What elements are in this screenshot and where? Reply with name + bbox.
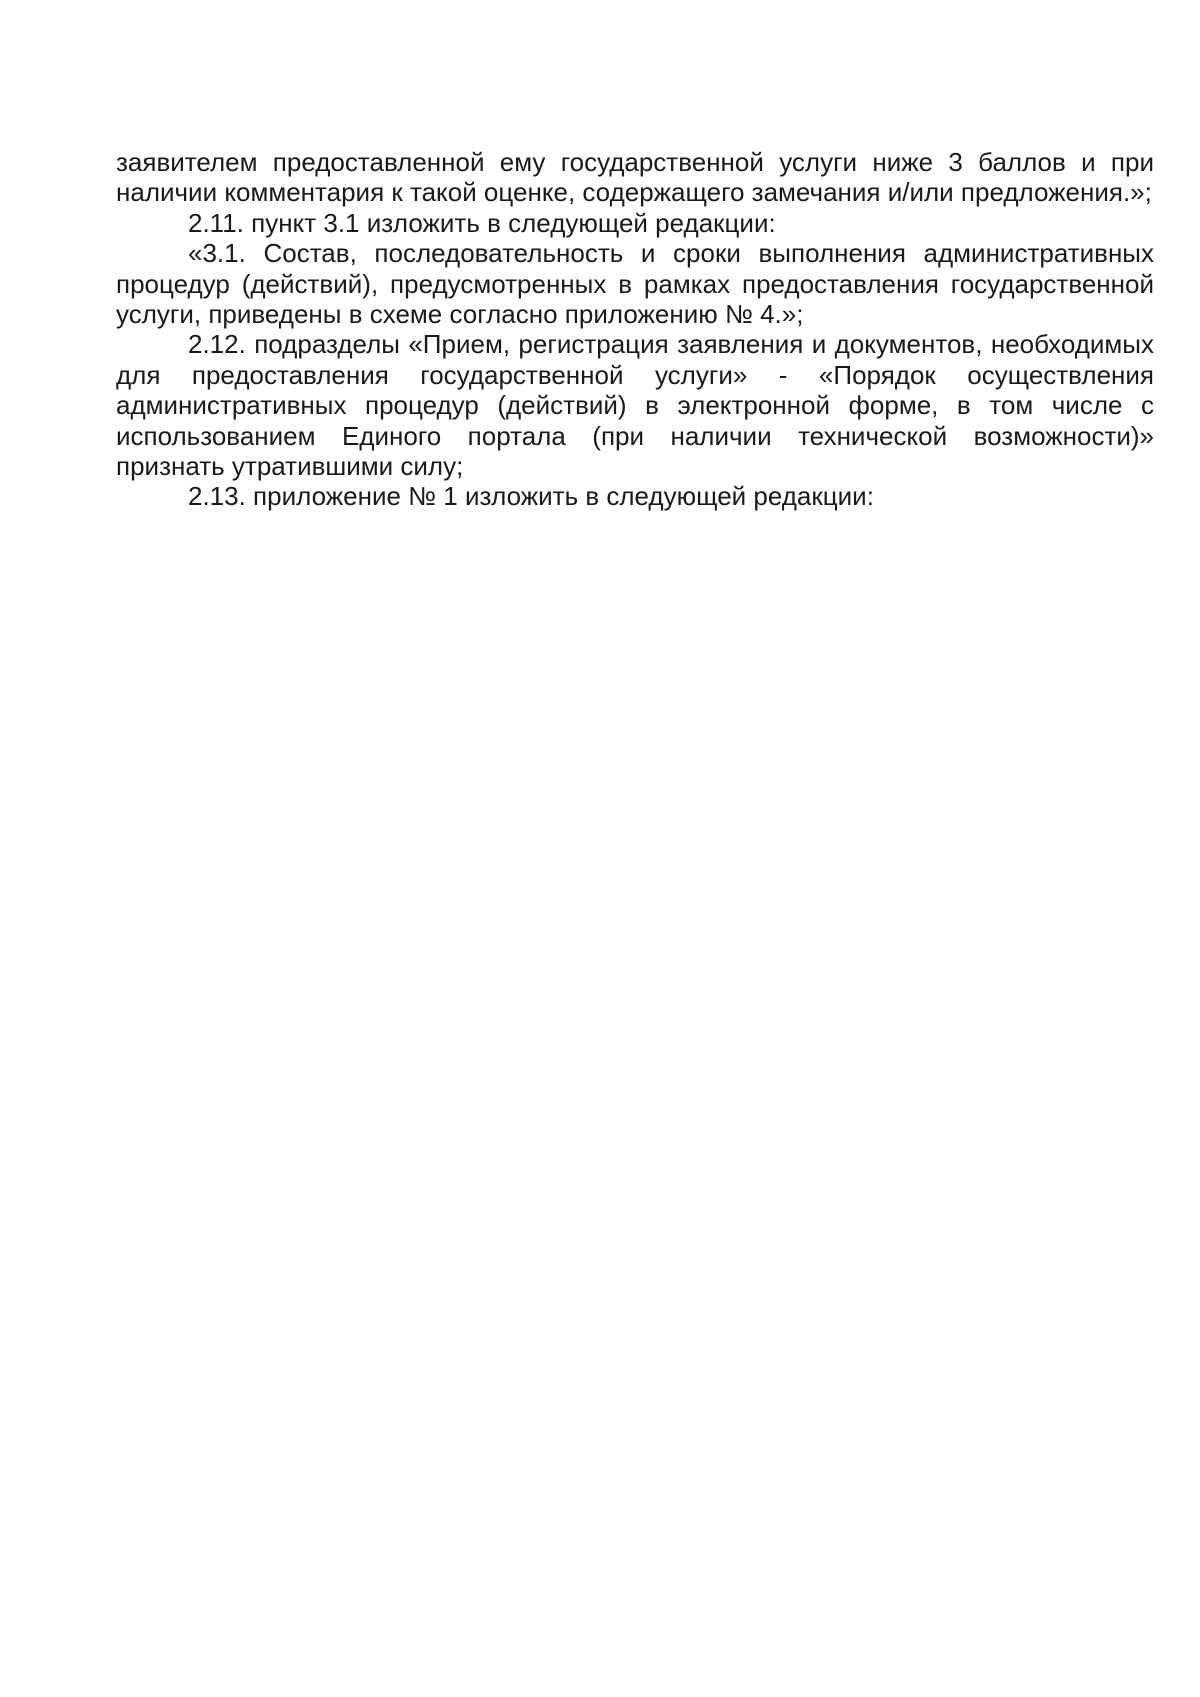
paragraph-item-2-11: 2.11. пункт 3.1 изложить в следующей редакции: xyxy=(188,207,776,238)
paragraph-item-2-12: 2.12. подразделы «Прием, регистрация заявления и документов, необходимых для предоставления государственной услуги» - «Порядок осуществления административных процедур (действий) в электронной форме, в том числе с использованием Единого портала (при наличии технической возможности)» признать утратившими силу; xyxy=(116,329,1154,482)
paragraph-continuation: заявителем предоставленной ему государственной услуги ниже 3 баллов и при наличии комментария к такой оценке, содержащего замечания и/или предложения.»; xyxy=(116,147,1154,208)
document-body xyxy=(116,147,1154,512)
paragraph-quoted-3-1: «3.1. Состав, последовательность и сроки выполнения административных процедур (действий), предусмотренных в рамках предоставления государственной услуги, приведены в схеме согласно приложению № 4.»; xyxy=(116,238,1154,330)
paragraph-item-2-13: 2.13. приложение № 1 изложить в следующей редакции: xyxy=(188,481,874,512)
